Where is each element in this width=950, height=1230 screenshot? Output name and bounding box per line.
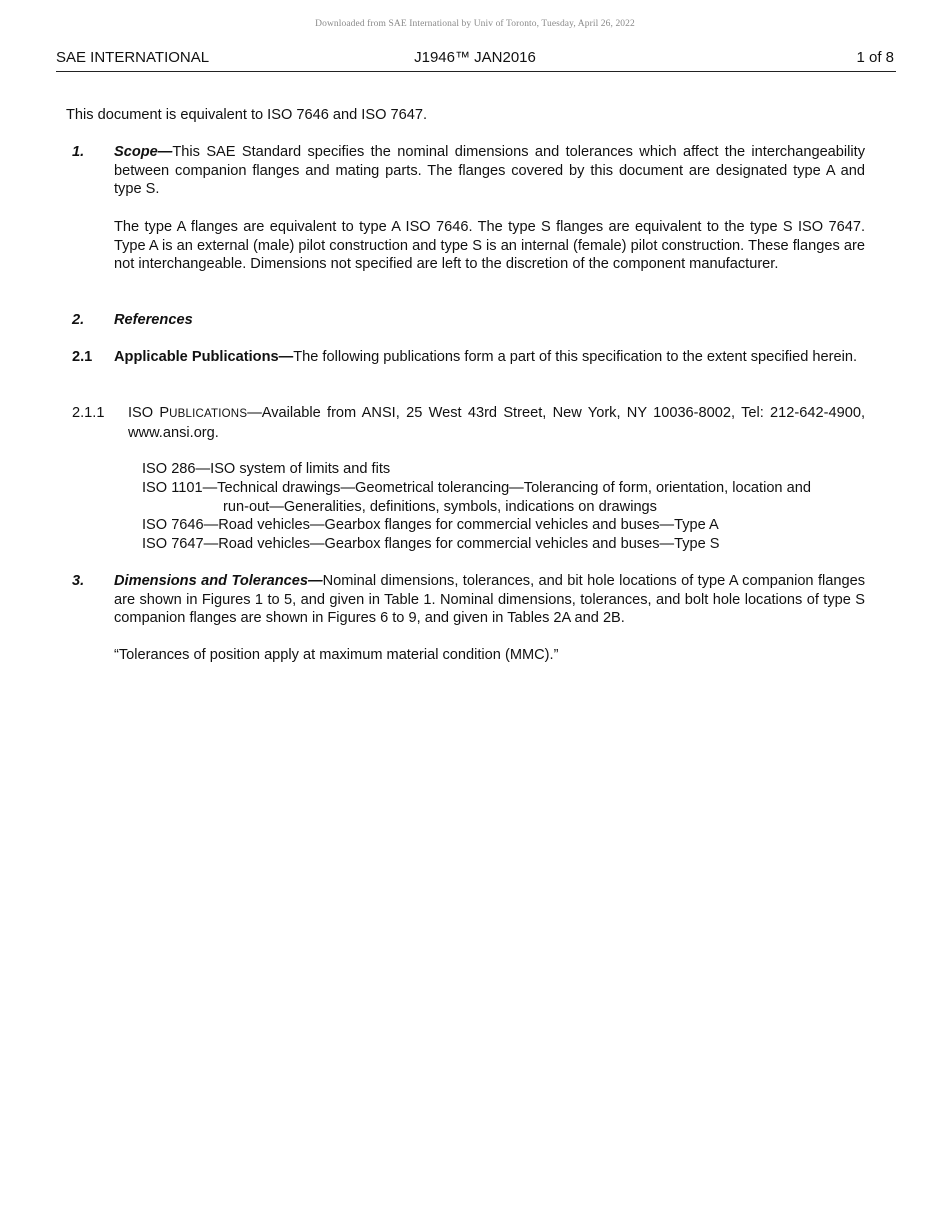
section-1-para-2: The type A flanges are equivalent to type A ISO 7646. The type S flanges are equivalent to the type S ISO 7647. Type A is an external (male) pilot construction and type S is an internal (female) pilot construction. These flanges are not interchangeable. Dimensions not specified are left to the discretion of the component manufacturer. — [114, 219, 865, 273]
header-document-id: J1946™ JAN2016 — [414, 49, 536, 66]
section-1-scope — [114, 143, 865, 199]
section-3-dimensions-and-tolerances — [114, 572, 865, 628]
section-2-1-1-title-small: UBLICATIONS — [169, 408, 248, 420]
section-2-1-applicable-publications — [114, 348, 865, 367]
header-page-number: 1 of 8 — [856, 49, 894, 66]
section-3-text: Nominal dimensions, tolerances, and bit hole locations of type A companion flanges are shown in Figures 1 to 5, and given in Table 1. Nominal dimensions, tolerances, and bolt hole locations of type S companion flanges are shown in Figures 6 to 9, and given in Tables 2A and 2B. — [114, 573, 866, 627]
section-2-title: References — [114, 312, 193, 328]
page-header — [56, 49, 896, 72]
header-publisher: SAE INTERNATIONAL — [56, 49, 210, 66]
section-3-number: 3. — [72, 573, 85, 589]
reference-iso-1101 — [142, 479, 865, 516]
section-2-1-1-text: —Available from ANSI, 25 West 43rd Street, New York, NY 10036-8002, Tel: 212-642-4900, www.ansi.org. — [128, 405, 865, 441]
section-2-1-1-title-prefix: ISO P — [128, 405, 170, 421]
section-2-1-text: The following publications form a part of this specification to the extent specified herein. — [293, 349, 858, 365]
section-2-number: 2. — [72, 312, 85, 328]
reference-iso-7646: ISO 7646—Road vehicles—Gearbox flanges for commercial vehicles and buses—Type A — [142, 517, 719, 533]
reference-iso-286: ISO 286—ISO system of limits and fits — [142, 461, 391, 477]
reference-iso-7647: ISO 7647—Road vehicles—Gearbox flanges for commercial vehicles and buses—Type S — [142, 536, 720, 552]
section-1-para-1: This SAE Standard specifies the nominal dimensions and tolerances which affect the interchangeability between companion flanges and mating parts. The flanges covered by this document are designated type A and type S. — [114, 144, 865, 198]
section-2-1-title: Applicable Publications— — [114, 349, 294, 365]
reference-iso-1101-line-2: run-out—Generalities, definitions, symbols, indications on drawings — [223, 498, 657, 515]
section-3-title: Dimensions and Tolerances— — [114, 573, 323, 589]
download-watermark: Downloaded from SAE International by Univ of Toronto, Tuesday, April 26, 2022 — [315, 19, 635, 29]
section-3-quote: “Tolerances of position apply at maximum material condition (MMC).” — [114, 647, 559, 663]
intro-text: This document is equivalent to ISO 7646 and ISO 7647. — [66, 107, 428, 123]
section-2-1-1-number: 2.1.1 — [72, 405, 105, 421]
section-2-1-1-iso-publications — [128, 404, 865, 442]
reference-iso-1101-line-1: ISO 1101—Technical drawings—Geometrical tolerancing—Tolerancing of form, orientation, location and — [142, 480, 811, 496]
section-1-number: 1. — [72, 144, 85, 160]
section-2-1-number: 2.1 — [72, 349, 93, 365]
section-1-title: Scope— — [114, 144, 173, 160]
